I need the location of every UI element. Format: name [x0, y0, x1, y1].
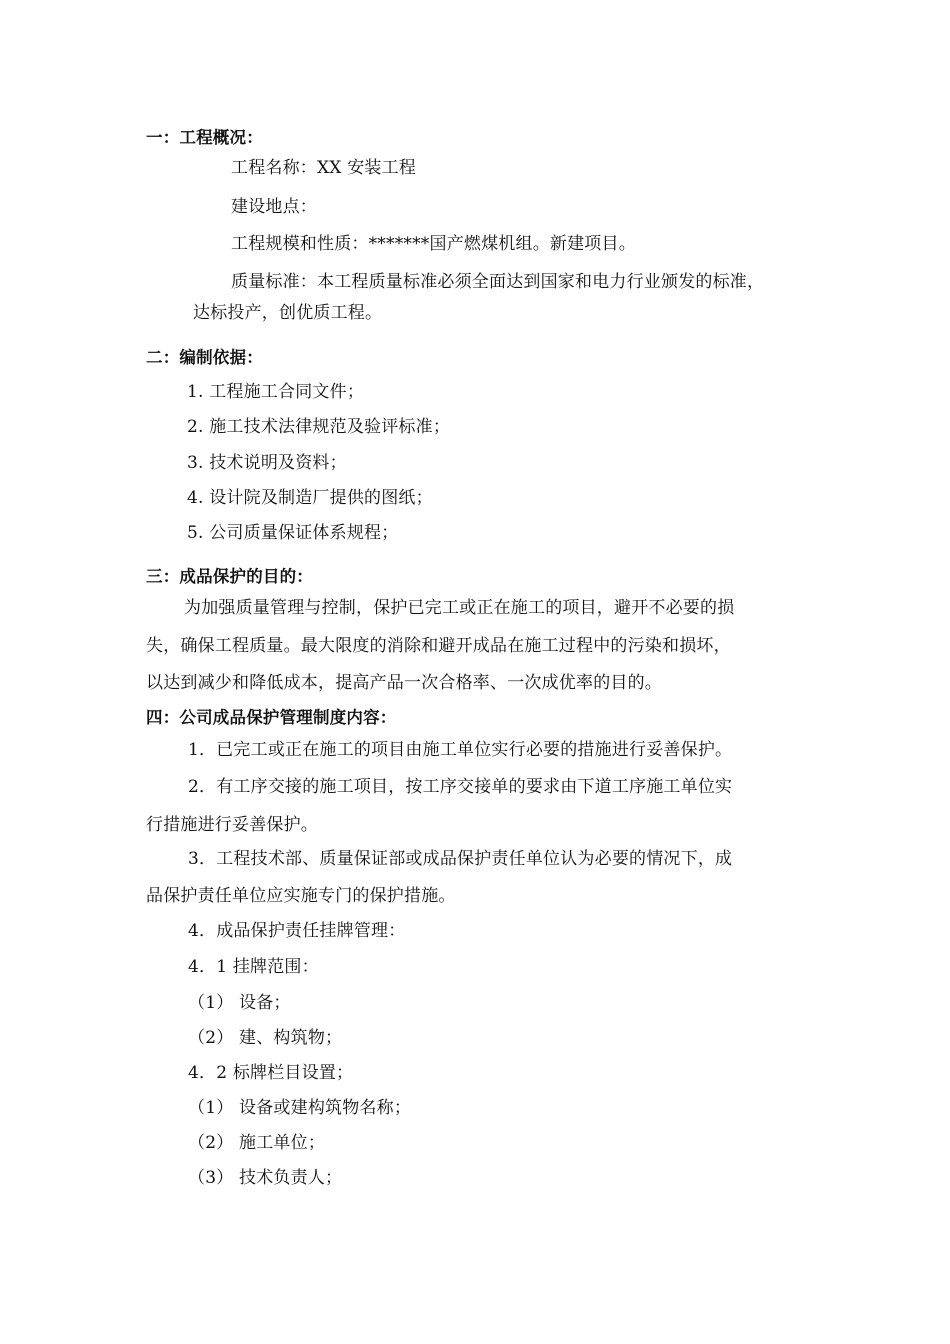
section-1-heading: 一：工程概况： [146, 128, 263, 147]
rule-line: 4．成品保护责任挂牌管理： [188, 921, 406, 941]
basis-item: 2. 施工技术法律规范及验评标准； [187, 417, 451, 437]
basis-item: 5. 公司质量保证体系规程； [187, 523, 399, 543]
rule-line: （1） 设备； [188, 993, 291, 1013]
rule-line: （1） 设备或建构筑物名称； [188, 1098, 412, 1118]
quality-line-1: 质量标准：本工程质量标准必须全面达到国家和电力行业颁发的标准， [231, 272, 765, 292]
quality-line-2: 达标投产，创优质工程。 [193, 303, 383, 323]
rule-line: 4．2 标牌栏目设置； [188, 1063, 354, 1083]
rule-line: 4．1 挂牌范围： [188, 957, 319, 977]
rule-line: 3．工程技术部、质量保证部或成品保护责任单位认为必要的情况下，成 [188, 849, 733, 869]
section-2-heading: 二：编制依据： [146, 348, 263, 367]
purpose-line: 失，确保工程质量。最大限度的消除和避开成品在施工过程中的污染和损坏， [146, 636, 731, 656]
section-3-heading: 三：成品保护的目的： [146, 567, 313, 586]
basis-item: 4. 设计院及制造厂提供的图纸； [187, 488, 433, 508]
section-4-heading: 四：公司成品保护管理制度内容： [146, 708, 397, 727]
rule-line: 2．有工序交接的施工项目，按工序交接单的要求由下道工序施工单位实 [188, 777, 733, 797]
rule-line: （2） 建、构筑物； [188, 1028, 343, 1048]
scale-line: 工程规模和性质：*******国产燃煤机组。新建项目。 [231, 234, 636, 254]
rule-line: 品保护责任单位应实施专门的保护措施。 [146, 886, 456, 906]
rule-line: （2） 施工单位； [188, 1133, 326, 1153]
purpose-line: 为加强质量管理与控制，保护已完工或正在施工的项目，避开不必要的损 [184, 598, 735, 618]
rule-line: 行措施进行妥善保护。 [146, 815, 318, 835]
basis-item: 3. 技术说明及资料； [187, 453, 347, 473]
project-name-line: 工程名称：XX 安装工程 [231, 158, 417, 178]
purpose-line: 以达到减少和降低成本，提高产品一次合格率、一次成优率的目的。 [146, 673, 662, 693]
basis-item: 1. 工程施工合同文件； [187, 382, 365, 402]
location-line: 建设地点： [231, 197, 317, 217]
rule-line: （3） 技术负责人； [188, 1168, 343, 1188]
rule-line: 1．已完工或正在施工的项目由施工单位实行必要的措施进行妥善保护。 [188, 740, 733, 760]
